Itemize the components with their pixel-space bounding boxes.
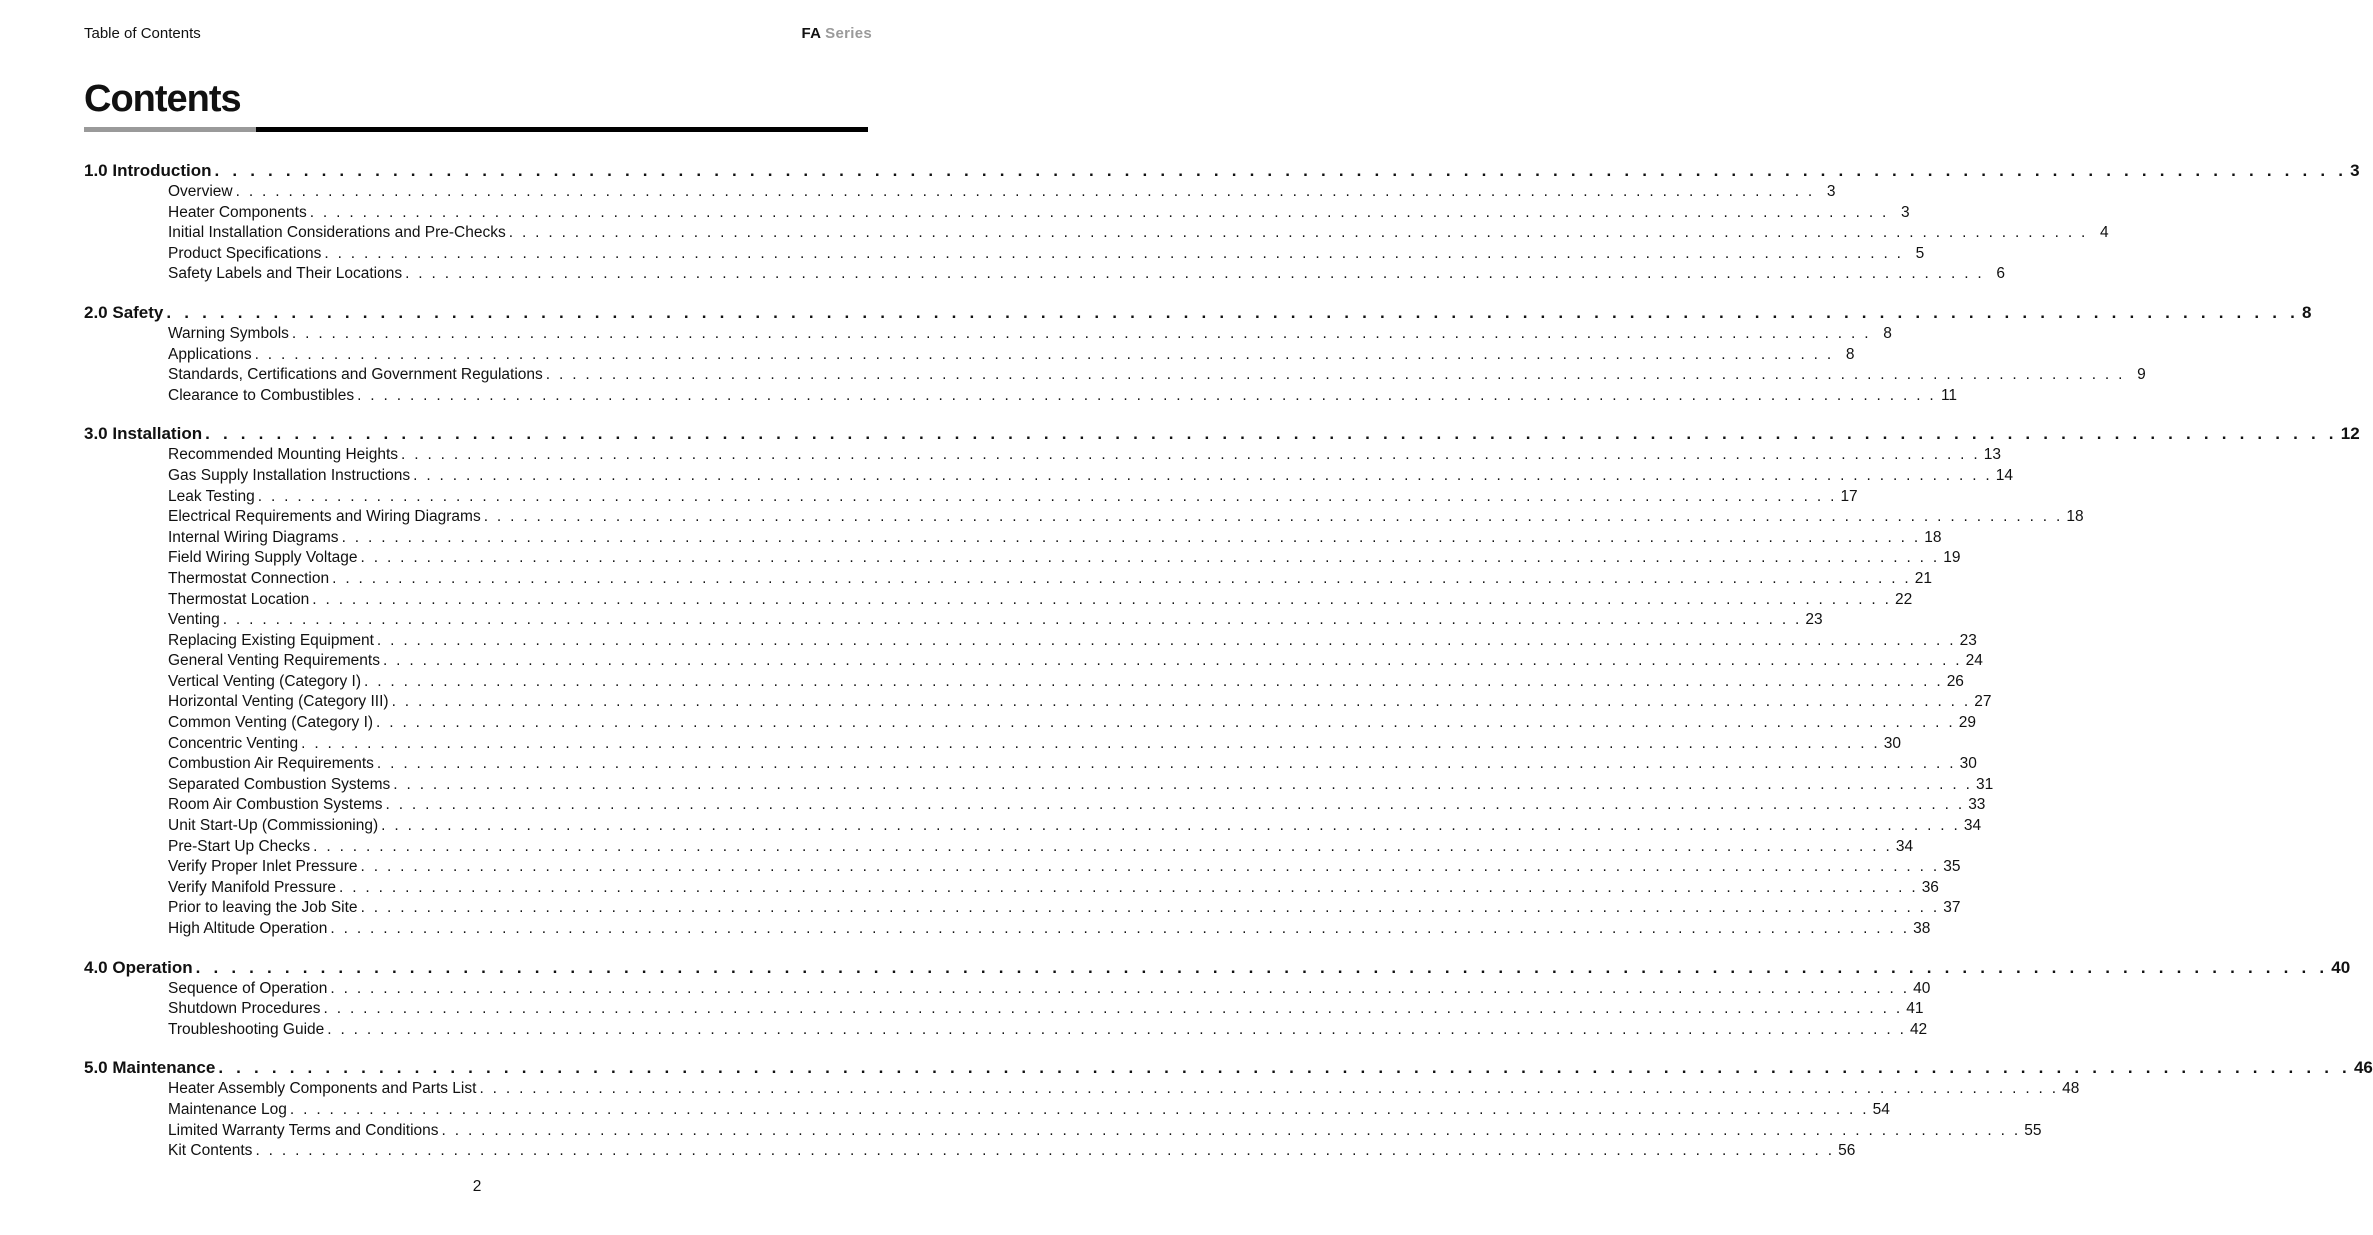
toc-section-page: 8	[2302, 302, 2312, 322]
toc-entry-label: Room Air Combustion Systems	[168, 796, 383, 814]
toc-leader-dots: . . . . . . . . . . . . . . . . . . . . . . . . . . . . . . . . . . . . . . . . . . . . . . . . . . . . . . . . . . . . . . . . . . . . . . . . . . . . . . . . . . . . . . . . . . . . . . . . . . . . . . . . . . . . . . . . . . . . . . . .	[357, 386, 1937, 404]
toc-entry-page: 37	[1943, 899, 1961, 917]
toc-entry-page: 9	[2137, 366, 2146, 384]
toc-entry[interactable]	[84, 610, 1823, 631]
toc-entry-label: Warning Symbols	[168, 324, 289, 342]
toc-entry[interactable]	[84, 713, 1976, 734]
toc-section-entry[interactable]	[84, 423, 2360, 445]
toc-leader-dots: . . . . . . . . . . . . . . . . . . . . . . . . . . . . . . . . . . . . . . . . . . . . . . . . . . . . . . . . . . . . . . . . . . . . . . . . . . . . . . . . . . . . . . . . . . . . . . . . . . . . . . . . . . . . . . . . . . . . . . . .	[323, 1000, 1903, 1018]
toc-entry-page: 48	[2062, 1080, 2080, 1098]
toc-section	[84, 1057, 2373, 1161]
toc-leader-dots: . . . . . . . . . . . . . . . . . . . . . . . . . . . . . . . . . . . . . . . . . . . . . . . . . . . . . . . . . . . . . . . . . . . . . . . . . . . . . . . . . . . . . . . . . . . . . . . . . . . . . . . . . . . . . . . . . . . . . . . .	[360, 549, 1940, 567]
toc-entry-page: 18	[2066, 508, 2084, 526]
toc-entry-label: Shutdown Procedures	[168, 1000, 321, 1018]
toc-leader-dots: . . . . . . . . . . . . . . . . . . . . . . . . . . . . . . . . . . . . . . . . . . . . . . . . . . . . . . . . . . . . . . . . . . . . . . . . . . . . . . . . . . . . . . . . . . . . . . . . . . . . . . . . . . . . . . . . . . . . . . . .	[360, 858, 1940, 876]
toc-entry-label: Horizontal Venting (Category III)	[168, 693, 389, 711]
title-rule	[84, 127, 868, 132]
toc-leader-dots: . . . . . . . . . . . . . . . . . . . . . . . . . . . . . . . . . . . . . . . . . . . . . . . . . . . . . . . . . . . . . . . . . . . . . . . . . . . . . . . . . . . . . . . . . . . . . . . . . . . . . . . . . . . . . . . . . . . . . . . .	[254, 345, 1834, 363]
toc-section	[84, 302, 2312, 406]
toc-entry-label: Initial Installation Considerations and Pre-Checks	[168, 224, 506, 242]
toc-entry-page: 31	[1975, 775, 1994, 793]
toc-entry-page: 55	[2024, 1121, 2042, 1139]
toc-entry-label: Venting	[168, 611, 220, 629]
toc-leader-dots: . . . . . . . . . . . . . . . . . . . . . . . . . . . . . . . . . . . . . . . . . . . . . . . . . . . . . . . . . . . . . . . . . . . . . . . . . . . . . . . . . . . . . . . . . . . . . . . . . . . . . . . . . . . . . . . . . . . . . . . .	[413, 466, 1993, 484]
toc-entry-label: Heater Components	[168, 203, 307, 221]
toc-leader-dots: . . . . . . . . . . . . . . . . . . . . . . . . . . . . . . . . . . . . . . . . . . . . . . . . . . . . . . . . . . . . . . . . . . . . . . . . . . . . . . . . . . . . . . . . . . . . . . . . . . . . . . . . . . . . . . . . . . . . . . . .	[301, 734, 1881, 752]
page-number: 2	[472, 1178, 482, 1195]
toc-entry[interactable]	[84, 775, 1994, 796]
toc-leader-dots: . . . . . . . . . . . . . . . . . . . . . . . . . . . . . . . . . . . . . . . . . . . . . . . . . . . . . . . . . . . . . . . . . . . . . . . . . . . . . . . . . . . . . . . . . . . . . . . . . . . . . . . . . . . . . . . . . . . . . . . .	[289, 1100, 1869, 1118]
toc-entry[interactable]	[84, 345, 1855, 366]
toc-leader-dots: . . . . . . . . . . . . . . . . . . . . . . . . . . . . . . . . . . . . . . . . . . . . . . . . . . . . . . . . . . . . . . . . . . . . . . . . . . . . . . . . . . . . . . . . . . . . . . . . . . . . . . . . . . . . . . . . . . . . . . . .	[235, 183, 1815, 200]
toc-entry[interactable]	[84, 528, 1942, 549]
toc-leader-dots: . . . . . . . . . . . . . . . . . . . . . . . . . . . . . . . . . . . . . . . . . . . . . . . . . . . . . . . . . . . . . . . . . . . . . . . . . . . . . . . . . . . . . . . . . . . . . . . . . . . . . . . . . . . . . . . . . . . . . . . .	[332, 569, 1912, 587]
toc-leader-dots: . . . . . . . . . . . . . . . . . . . . . . . . . . . . . . . . . . . . . . . . . . . . . . . . . . . . . . . . . . . . . . . . . . . . . . . . . . . . . . . . . . . . . . . . . . . . . . . . . . . . . . . . . . . . . . . . . . . . . . . .	[166, 302, 2300, 322]
toc-entry[interactable]	[84, 1100, 1890, 1121]
toc-entry-page: 17	[1840, 487, 1858, 505]
toc-entry-page: 33	[1968, 796, 1986, 814]
toc-entry-page: 13	[1983, 446, 2001, 464]
toc-entry[interactable]	[84, 1121, 2042, 1142]
toc-entry[interactable]	[84, 878, 1939, 899]
toc-entry-page: 3	[1826, 183, 1836, 200]
toc-entry[interactable]	[84, 898, 1961, 919]
toc-leader-dots: . . . . . . . . . . . . . . . . . . . . . . . . . . . . . . . . . . . . . . . . . . . . . . . . . . . . . . . . . . . . . . . . . . . . . . . . . . . . . . . . . . . . . . . . . . . . . . . . . . . . . . . . . . . . . . . . . . . . . . . .	[385, 796, 1965, 814]
toc-leader-dots: . . . . . . . . . . . . . . . . . . . . . . . . . . . . . . . . . . . . . . . . . . . . . . . . . . . . . . . . . . . . . . . . . . . . . . . . . . . . . . . . . . . . . . . . . . . . . . . . . . . . . . . . . . . . . . . . . . . . . . . .	[376, 714, 1955, 732]
toc-entry-label: Maintenance Log	[168, 1100, 287, 1118]
toc-entry[interactable]	[84, 569, 1933, 590]
toc-entry[interactable]	[84, 816, 1982, 837]
toc-entry[interactable]	[84, 507, 2084, 528]
toc-entry-label: Combustion Air Requirements	[168, 755, 374, 773]
toc-entry-label: Leak Testing	[168, 487, 255, 505]
toc-leader-dots: . . . . . . . . . . . . . . . . . . . . . . . . . . . . . . . . . . . . . . . . . . . . . . . . . . . . . . . . . . . . . . . . . . . . . . . . . . . . . . . . . . . . . . . . . . . . . . . . . . . . . . . . . . . . . . . . . . . . . . . .	[479, 1080, 2059, 1098]
toc-entry-label: Prior to leaving the Job Site	[168, 899, 358, 917]
toc-leader-dots: . . . . . . . . . . . . . . . . . . . . . . . . . . . . . . . . . . . . . . . . . . . . . . . . . . . . . . . . . . . . . . . . . . . . . . . . . . . . . . . . . . . . . . . . . . . . . . . . . . . . . . . . . . . . . . . . . . . . . . . .	[360, 899, 1940, 917]
toc-entry-page: 36	[1921, 878, 1939, 896]
toc-entry-label: Troubleshooting Guide	[168, 1020, 325, 1038]
toc-leader-dots: . . . . . . . . . . . . . . . . . . . . . . . . . . . . . . . . . . . . . . . . . . . . . . . . . . . . . . . . . . . . . . . . . . . . . . . . . . . . . . . . . . . . . . . . . . . . . . . . . . . . . . . . . . . . . . . . . . . . . . . .	[376, 631, 1956, 649]
toc-entry-page: 18	[1924, 528, 1942, 546]
toc-entry[interactable]	[84, 734, 1902, 755]
toc-section-label: 2.0 Safety	[84, 302, 164, 322]
toc-entry[interactable]	[84, 203, 1910, 224]
toc-entry-label: Separated Combustion Systems	[168, 775, 391, 793]
toc-leader-dots: . . . . . . . . . . . . . . . . . . . . . . . . . . . . . . . . . . . . . . . . . . . . . . . . . . . . . . . . . . . . . . . . . . . . . . . . . . . . . . . . . . . . . . . . . . . . . . . . . . . . . . . . . . . . . . . . . . . . . . . .	[341, 528, 1921, 546]
toc-entry-page: 14	[1995, 466, 2014, 484]
toc-leader-dots: . . . . . . . . . . . . . . . . . . . . . . . . . . . . . . . . . . . . . . . . . . . . . . . . . . . . . . . . . . . . . . . . . . . . . . . . . . . . . . . . . . . . . . . . . . . . . . . . . . . . . . . . . . . . . . . . . . . . . . . .	[330, 979, 1910, 997]
toc-leader-dots: . . . . . . . . . . . . . . . . . . . . . . . . . . . . . . . . . . . . . . . . . . . . . . . . . . . . . . . . . . . . . . . . . . . . . . . . . . . . . . . . . . . . . . . . . . . . . . . . . . . . . . . . . . . . . . . . . . . . . . . .	[327, 1020, 1907, 1038]
toc-entry-page: 30	[1883, 734, 1902, 752]
toc-entry-page: 41	[1906, 1000, 1924, 1018]
toc-leader-dots: . . . . . . . . . . . . . . . . . . . . . . . . . . . . . . . . . . . . . . . . . . . . . . . . . . . . . . . . . . . . . . . . . . . . . . . . . . . . . . . . . . . . . . . . . . . . . . . . . . . . . . . . . . . . . . . . . . . . . . . .	[312, 590, 1892, 608]
toc-section	[84, 160, 2360, 285]
toc-entry[interactable]	[84, 182, 1836, 203]
toc-entry-page: 21	[1914, 569, 1933, 587]
toc-leader-dots: . . . . . . . . . . . . . . . . . . . . . . . . . . . . . . . . . . . . . . . . . . . . . . . . . . . . . . . . . . . . . . . . . . . . . . . . . . . . . . . . . . . . . . . . . . . . . . . . . . . . . . . . . . . . . . . . . . . . . . . .	[405, 265, 1985, 283]
toc-entry-page: 23	[1805, 611, 1823, 629]
toc-section-entry[interactable]	[84, 302, 2312, 324]
toc-entry-label: Standards, Certifications and Government Regulations	[168, 366, 543, 384]
toc-entry-label: Overview	[168, 183, 233, 200]
toc-entry-page: 30	[1959, 755, 1977, 773]
toc-section	[84, 423, 2360, 939]
toc-entry-page: 27	[1974, 693, 1992, 711]
toc-entry-page: 34	[1895, 837, 1914, 855]
toc-section-entry[interactable]	[84, 160, 2360, 182]
toc-section	[84, 957, 2351, 1041]
toc-entry-page: 56	[1838, 1142, 1856, 1160]
toc-section-label: 5.0 Maintenance	[84, 1058, 216, 1078]
toc-entry-page: 8	[1883, 324, 1892, 342]
toc-entry[interactable]	[84, 672, 1964, 693]
toc-entry[interactable]	[84, 1020, 1928, 1041]
toc-leader-dots: . . . . . . . . . . . . . . . . . . . . . . . . . . . . . . . . . . . . . . . . . . . . . . . . . . . . . . . . . . . . . . . . . . . . . . . . . . . . . . . . . . . . . . . . . . . . . . . . . . . . . . . . . . . . . . . . . . . . . . . .	[391, 693, 1971, 711]
toc-entry-page: 40	[1913, 979, 1931, 997]
toc-entry[interactable]	[84, 631, 1977, 652]
toc-entry-page: 38	[1913, 920, 1931, 937]
toc-entry-page: 29	[1958, 714, 1976, 732]
toc-leader-dots: . . . . . . . . . . . . . . . . . . . . . . . . . . . . . . . . . . . . . . . . . . . . . . . . . . . . . . . . . . . . . . . . . . . . . . . . . . . . . . . . . . . . . . . . . . . . . . . . . . . . . . . . . . . . . . . . . . . . . . . .	[441, 1121, 2021, 1139]
toc-entry[interactable]	[84, 795, 1986, 816]
toc-entry[interactable]	[84, 223, 2109, 244]
toc-leader-dots: . . . . . . . . . . . . . . . . . . . . . . . . . . . . . . . . . . . . . . . . . . . . . . . . . . . . . . . . . . . . . . . . . . . . . . . . . . . . . . . . . . . . . . . . . . . . . . . . . . . . . . . . . . . . . . . . . . . . . . . .	[381, 817, 1961, 835]
toc-section-entry[interactable]	[84, 1057, 2373, 1079]
toc-section-label: 4.0 Operation	[84, 957, 193, 977]
toc-section-page: 12	[2340, 424, 2360, 444]
toc-entry-label: Pre-Start Up Checks	[168, 837, 311, 855]
toc-leader-dots: . . . . . . . . . . . . . . . . . . . . . . . . . . . . . . . . . . . . . . . . . . . . . . . . . . . . . . . . . . . . . . . . . . . . . . . . . . . . . . . . . . . . . . . . . . . . . . . . . . . . . . . . . . . . . . . . . . . . . . . .	[195, 957, 2329, 977]
toc-leader-dots: . . . . . . . . . . . . . . . . . . . . . . . . . . . . . . . . . . . . . . . . . . . . . . . . . . . . . . . . . . . . . . . . . . . . . . . . . . . . . . . . . . . . . . . . . . . . . . . . . . . . . . . . . . . . . . . . . . . . . . . .	[214, 161, 2348, 180]
toc-entry-page: 35	[1943, 858, 1961, 876]
toc-entry[interactable]	[84, 386, 1958, 407]
toc-entry-page: 6	[1996, 265, 2006, 283]
toc-leader-dots: . . . . . . . . . . . . . . . . . . . . . . . . . . . . . . . . . . . . . . . . . . . . . . . . . . . . . . . . . . . . . . . . . . . . . . . . . . . . . . . . . . . . . . . . . . . . . . . . . . . . . . . . . . . . . . . . . . . . . . . .	[257, 487, 1837, 505]
toc-entry[interactable]	[84, 244, 1925, 265]
toc-entry-page: 42	[1909, 1020, 1928, 1038]
toc-entry-label: Electrical Requirements and Wiring Diagrams	[168, 508, 481, 526]
toc-entry[interactable]	[84, 837, 1914, 858]
table-of-contents	[84, 160, 2373, 1179]
toc-entry-label: Applications	[168, 345, 252, 363]
toc-section-label: 3.0 Installation	[84, 424, 203, 444]
toc-entry-label: Replacing Existing Equipment	[168, 631, 374, 649]
toc-section-page: 3	[2350, 161, 2360, 180]
toc-entry[interactable]	[84, 264, 2006, 285]
toc-leader-dots: . . . . . . . . . . . . . . . . . . . . . . . . . . . . . . . . . . . . . . . . . . . . . . . . . . . . . . . . . . . . . . . . . . . . . . . . . . . . . . . . . . . . . . . . . . . . . . . . . . . . . . . . . . . . . . . . . . . . . . . .	[222, 611, 1802, 629]
toc-entry-label: Sequence of Operation	[168, 979, 328, 997]
toc-entry-page: 24	[1965, 652, 1983, 670]
toc-leader-dots: . . . . . . . . . . . . . . . . . . . . . . . . . . . . . . . . . . . . . . . . . . . . . . . . . . . . . . . . . . . . . . . . . . . . . . . . . . . . . . . . . . . . . . . . . . . . . . . . . . . . . . . . . . . . . . . . . . . . . . . .	[309, 203, 1889, 221]
toc-entry-label: General Venting Requirements	[168, 652, 380, 670]
toc-entry-label: Recommended Mounting Heights	[168, 446, 399, 464]
toc-entry-page: 11	[1940, 386, 1958, 404]
toc-entry-label: Internal Wiring Diagrams	[168, 528, 339, 546]
series-brand	[801, 25, 872, 42]
toc-entry-label: Unit Start-Up (Commissioning)	[168, 817, 379, 835]
toc-entry[interactable]	[84, 692, 1992, 713]
toc-entry[interactable]	[84, 651, 1983, 672]
toc-entry[interactable]	[84, 487, 1858, 508]
toc-entry[interactable]	[84, 754, 1977, 775]
toc-leader-dots: . . . . . . . . . . . . . . . . . . . . . . . . . . . . . . . . . . . . . . . . . . . . . . . . . . . . . . . . . . . . . . . . . . . . . . . . . . . . . . . . . . . . . . . . . . . . . . . . . . . . . . . . . . . . . . . . . . . . . . . .	[291, 324, 1871, 342]
toc-section-entry[interactable]	[84, 957, 2351, 979]
toc-section-label: 1.0 Introduction	[84, 161, 212, 180]
toc-entry[interactable]	[84, 1141, 1856, 1162]
toc-entry-label: Thermostat Connection	[168, 569, 330, 587]
toc-leader-dots: . . . . . . . . . . . . . . . . . . . . . . . . . . . . . . . . . . . . . . . . . . . . . . . . . . . . . . . . . . . . . . . . . . . . . . . . . . . . . . . . . . . . . . . . . . . . . . . . . . . . . . . . . . . . . . . . . . . . . . . .	[401, 446, 1980, 464]
toc-leader-dots: . . . . . . . . . . . . . . . . . . . . . . . . . . . . . . . . . . . . . . . . . . . . . . . . . . . . . . . . . . . . . . . . . . . . . . . . . . . . . . . . . . . . . . . . . . . . . . . . . . . . . . . . . . . . . . . . . . . . . . . .	[376, 755, 1956, 773]
toc-entry-page: 3	[1901, 203, 1910, 221]
toc-entry[interactable]	[84, 999, 1924, 1020]
toc-leader-dots: . . . . . . . . . . . . . . . . . . . . . . . . . . . . . . . . . . . . . . . . . . . . . . . . . . . . . . . . . . . . . . . . . . . . . . . . . . . . . . . . . . . . . . . . . . . . . . . . . . . . . . . . . . . . . . . . . . . . . . . .	[218, 1058, 2351, 1078]
toc-leader-dots: . . . . . . . . . . . . . . . . . . . . . . . . . . . . . . . . . . . . . . . . . . . . . . . . . . . . . . . . . . . . . . . . . . . . . . . . . . . . . . . . . . . . . . . . . . . . . . . . . . . . . . . . . . . . . . . . . . . . . . . .	[324, 244, 1904, 262]
brand-series: Series	[825, 25, 872, 42]
toc-entry-label: Safety Labels and Their Locations	[168, 265, 403, 283]
toc-entry[interactable]	[84, 365, 2146, 386]
toc-entry-label: Vertical Venting (Category I)	[168, 672, 361, 690]
toc-entry[interactable]	[84, 548, 1961, 569]
toc-entry-page: 54	[1872, 1100, 1890, 1118]
toc-section-page: 40	[2331, 957, 2351, 977]
toc-section-page: 46	[2353, 1058, 2373, 1078]
toc-entry-page: 4	[2100, 224, 2109, 242]
toc-entry[interactable]	[84, 1079, 2080, 1100]
page-title: Contents	[84, 78, 241, 120]
running-header-title: Table of Contents	[84, 25, 201, 42]
toc-entry[interactable]	[84, 445, 2001, 466]
toc-leader-dots: . . . . . . . . . . . . . . . . . . . . . . . . . . . . . . . . . . . . . . . . . . . . . . . . . . . . . . . . . . . . . . . . . . . . . . . . . . . . . . . . . . . . . . . . . . . . . . . . . . . . . . . . . . . . . . . . . . . . . . . .	[330, 920, 1910, 937]
toc-entry-page: 34	[1963, 817, 1982, 835]
toc-leader-dots: . . . . . . . . . . . . . . . . . . . . . . . . . . . . . . . . . . . . . . . . . . . . . . . . . . . . . . . . . . . . . . . . . . . . . . . . . . . . . . . . . . . . . . . . . . . . . . . . . . . . . . . . . . . . . . . . . . . . . . . .	[393, 775, 1973, 793]
toc-leader-dots: . . . . . . . . . . . . . . . . . . . . . . . . . . . . . . . . . . . . . . . . . . . . . . . . . . . . . . . . . . . . . . . . . . . . . . . . . . . . . . . . . . . . . . . . . . . . . . . . . . . . . . . . . . . . . . . . . . . . . . . .	[483, 508, 2063, 526]
toc-entry-label: Common Venting (Category I)	[168, 714, 374, 732]
title-rule-gray	[84, 127, 256, 132]
brand-name: FA	[801, 25, 821, 42]
toc-entry[interactable]	[84, 979, 1931, 1000]
toc-leader-dots: . . . . . . . . . . . . . . . . . . . . . . . . . . . . . . . . . . . . . . . . . . . . . . . . . . . . . . . . . . . . . . . . . . . . . . . . . . . . . . . . . . . . . . . . . . . . . . . . . . . . . . . . . . . . . . . . . . . . . . . .	[508, 224, 2088, 242]
toc-entry-page: 26	[1946, 672, 1964, 690]
toc-entry-label: Verify Proper Inlet Pressure	[168, 858, 358, 876]
toc-entry-page: 23	[1959, 631, 1977, 649]
toc-entry-page: 5	[1915, 244, 1925, 262]
toc-leader-dots: . . . . . . . . . . . . . . . . . . . . . . . . . . . . . . . . . . . . . . . . . . . . . . . . . . . . . . . . . . . . . . . . . . . . . . . . . . . . . . . . . . . . . . . . . . . . . . . . . . . . . . . . . . . . . . . . . . . . . . . .	[205, 424, 2338, 444]
toc-entry[interactable]	[84, 919, 1931, 940]
title-rule-black	[256, 127, 868, 132]
toc-entry-label: Heater Assembly Components and Parts List	[168, 1080, 477, 1098]
toc-entry-label: Clearance to Combustibles	[168, 386, 355, 404]
toc-leader-dots: . . . . . . . . . . . . . . . . . . . . . . . . . . . . . . . . . . . . . . . . . . . . . . . . . . . . . . . . . . . . . . . . . . . . . . . . . . . . . . . . . . . . . . . . . . . . . . . . . . . . . . . . . . . . . . . . . . . . . . . .	[364, 672, 1943, 690]
toc-entry-page: 22	[1894, 590, 1913, 608]
toc-leader-dots: . . . . . . . . . . . . . . . . . . . . . . . . . . . . . . . . . . . . . . . . . . . . . . . . . . . . . . . . . . . . . . . . . . . . . . . . . . . . . . . . . . . . . . . . . . . . . . . . . . . . . . . . . . . . . . . . . . . . . . . .	[382, 652, 1962, 670]
toc-leader-dots: . . . . . . . . . . . . . . . . . . . . . . . . . . . . . . . . . . . . . . . . . . . . . . . . . . . . . . . . . . . . . . . . . . . . . . . . . . . . . . . . . . . . . . . . . . . . . . . . . . . . . . . . . . . . . . . . . . . . . . . .	[255, 1142, 1835, 1160]
toc-leader-dots: . . . . . . . . . . . . . . . . . . . . . . . . . . . . . . . . . . . . . . . . . . . . . . . . . . . . . . . . . . . . . . . . . . . . . . . . . . . . . . . . . . . . . . . . . . . . . . . . . . . . . . . . . . . . . . . . . . . . . . . .	[545, 366, 2125, 384]
toc-entry[interactable]	[84, 857, 1961, 878]
toc-leader-dots: . . . . . . . . . . . . . . . . . . . . . . . . . . . . . . . . . . . . . . . . . . . . . . . . . . . . . . . . . . . . . . . . . . . . . . . . . . . . . . . . . . . . . . . . . . . . . . . . . . . . . . . . . . . . . . . . . . . . . . . .	[313, 837, 1893, 855]
toc-entry[interactable]	[84, 590, 1913, 611]
toc-entry-page: 19	[1943, 549, 1961, 567]
toc-entry[interactable]	[84, 324, 1892, 345]
toc-entry-label: Field Wiring Supply Voltage	[168, 549, 358, 567]
toc-entry-label: High Altitude Operation	[168, 920, 328, 937]
toc-leader-dots: . . . . . . . . . . . . . . . . . . . . . . . . . . . . . . . . . . . . . . . . . . . . . . . . . . . . . . . . . . . . . . . . . . . . . . . . . . . . . . . . . . . . . . . . . . . . . . . . . . . . . . . . . . . . . . . . . . . . . . . .	[339, 878, 1918, 896]
toc-entry-label: Limited Warranty Terms and Conditions	[168, 1121, 439, 1139]
toc-entry-label: Kit Contents	[168, 1142, 253, 1160]
toc-entry-page: 8	[1845, 345, 1855, 363]
toc-entry[interactable]	[84, 466, 2014, 487]
toc-entry-label: Gas Supply Installation Instructions	[168, 466, 411, 484]
toc-entry-label: Concentric Venting	[168, 734, 299, 752]
toc-entry-label: Verify Manifold Pressure	[168, 878, 336, 896]
toc-entry-label: Product Specifications	[168, 244, 322, 262]
toc-entry-label: Thermostat Location	[168, 590, 310, 608]
